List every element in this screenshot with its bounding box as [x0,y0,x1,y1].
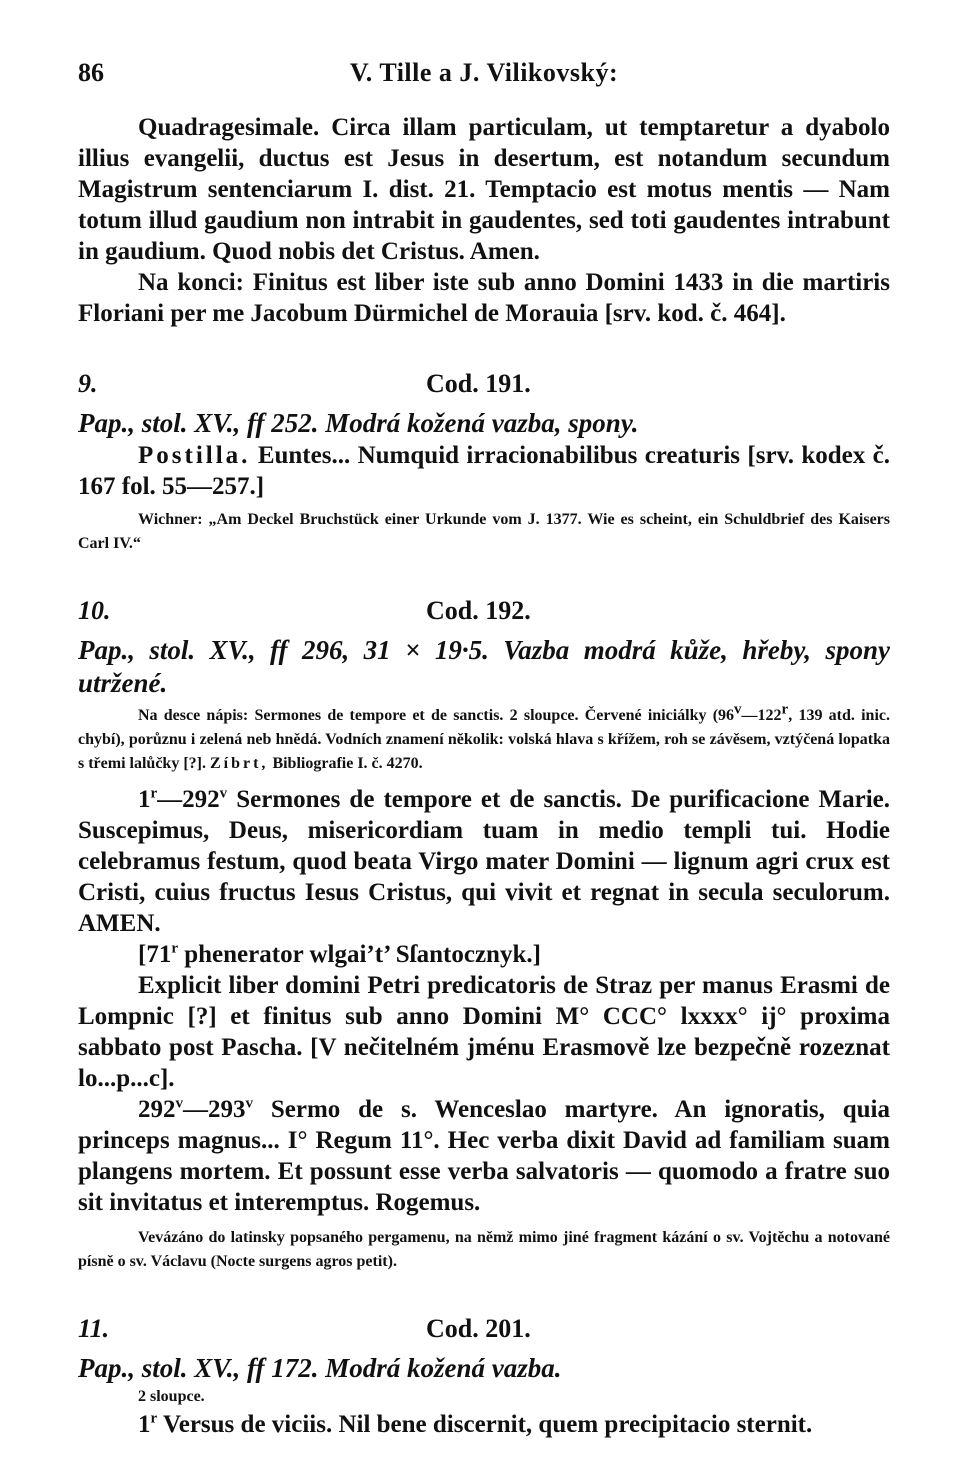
sermon-text: Sermo de s. Wenceslao martyre. An ignoratis, quia princeps magnus... I° Regum 11°. Hec verba dixit David ad familiam suam plangens mortem. Et possunt esse verba salvatoris — quomodo a fratre suo sit invitatus et interemptus. Rogemus. [78,1096,890,1216]
verse-text: Versus de viciis. Nil bene discernit, quem precipitacio sternit. [157,1411,813,1438]
entry-9-description: Pap., stol. XV., ff 252. Modrá kožená vazba, spony. [78,408,639,438]
entry-10-sermo [78,1094,890,1218]
entry-9-note: Wichner: „Am Deckel Bruchstück einer Urkunde vom J. 1377. Wie es scheint, ein Schuldbrief des Kaisers Carl IV.“ [78,511,890,552]
running-head: V. Tille a J. Vilikovský: [349,58,619,87]
entry-number: 11. [78,1314,110,1343]
superscript: v [219,785,228,802]
superscript: r [150,1410,158,1427]
note-text: Na desce nápis: Sermones de tempore et de sanctis. 2 sloupce. Červené iniciálky (96 [138,707,735,724]
entry-9-text-rest: Euntes... Numquid irracionabilibus creaturis [srv. kodex č. 167 fol. 55—257.] [78,442,890,500]
codex-label: Cod. 192. [426,596,531,625]
page-number: 86 [78,58,104,87]
entry-number: 10. [78,596,111,625]
entry-10-note [78,701,890,776]
folio: 1 [138,1411,151,1438]
entry-11-text [78,1409,890,1440]
note-text: —122 [741,707,782,724]
sermon-text: Sermones de tempore et de sanctis. De purificacione Marie. Suscepimus, Deus, misericordiam tuam in medio templi tui. Hodie celebramus festum, quod beata Virgo mater Domini — lignum agri crux est Cristi, cuius fructus Iesus Cristus, qui vivit et regnat in secula seculorum. AMEN. [78,786,890,937]
entry-9-text [78,440,890,502]
folio: 1 [138,786,151,813]
note-text: Bibliografie I. č. 4270. [268,755,423,772]
entry-10-gloss [78,939,890,970]
note-text: , 139 atd. inic. chybí), porůznu i zelená neb hnědá. Vodních znamení několik: volská hlava s křížem, roh se závěsem, vztýčená lopatka s třemi lalůčky [?]. [78,707,890,772]
document-page [78,58,890,1440]
superscript: r [781,701,789,718]
entry-10-explicit: Explicit liber domini Petri predicatoris de Straz per manus Erasmi de Lompnic [?] et finitus sub anno Domini M° CCC° lxxxx° ij° proxima sabbato post Pascha. [V nečitelném jménu Erasmově lze bezpečně rozeznat lo...p...c]. [78,972,890,1092]
superscript: v [245,1095,253,1112]
codex-label: Cod. 201. [426,1314,531,1343]
entry-9-heading [78,369,890,407]
entry-number: 9. [78,369,98,398]
entry-11-description: Pap., stol. XV., ff 172. Modrá kožená vazba. [78,1353,562,1383]
page-header [78,58,890,102]
intro-colophon: Na konci: Finitus est liber iste sub anno Domini 1433 in die martiris Floriani per me Jacobum Dürmichel de Morauia [srv. kod. č. 464]. [78,269,890,327]
folio: —292 [157,786,220,813]
entry-10-heading [78,596,890,634]
folio: 292 [138,1096,176,1123]
folio: —293 [183,1096,246,1123]
gloss-text: phenerator wlgai’t’ Sſantocznyk.] [178,941,541,968]
author-name: Zíbrt, [209,755,269,772]
superscript: r [150,785,158,802]
intro-paragraph: Quadragesimale. Circa illam particulam, ut temptaretur a dyabolo illius evangelii, ductus est Jesus in desertum, est notandum secundum Magistrum sentenciarum I. dist. 21. Temptacio est motus mentis — Nam totum illud gaudium non intrabit in gaudentes, sed toti gaudentes intrabunt in gaudium. Quod nobis det Cristus. Amen. [78,114,890,265]
folio: [71 [138,941,172,968]
superscript: v [175,1095,183,1112]
entry-10-sermons [78,784,890,939]
superscript: r [171,940,178,957]
entry-11-heading [78,1314,890,1352]
codex-label: Cod. 191. [426,369,531,398]
entry-9-title: Postilla. [138,442,251,469]
entry-10-description: Pap., stol. XV., ff 296, 31 × 19·5. Vazba modrá kůže, hřeby, spony utržené. [78,635,890,698]
entry-11-note: 2 sloupce. [138,1388,205,1405]
superscript: v [734,701,742,718]
entry-10-binding-note: Vevázáno do latinsky popsaného pergamenu, na němž mimo jiné fragment kázání o sv. Vojtěchu a notované písně o sv. Václavu (Nocte surgens agros petit). [78,1229,890,1270]
